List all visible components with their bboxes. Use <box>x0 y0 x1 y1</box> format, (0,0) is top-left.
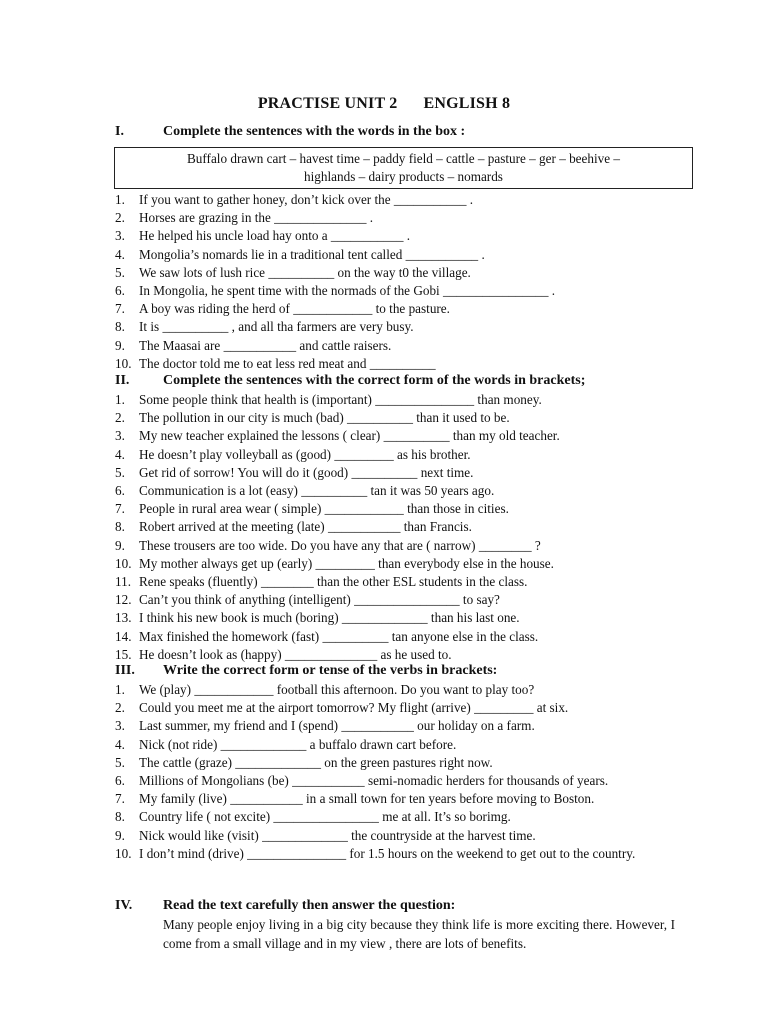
exercise-item <box>115 337 685 355</box>
item-number: 6. <box>115 283 125 299</box>
item-text: The Maasai are ___________ and cattle raisers. <box>139 337 392 353</box>
exercise-item <box>115 282 685 300</box>
item-number: 6. <box>115 483 125 499</box>
item-text: In Mongolia, he spent time with the normads of the Gobi ________________ . <box>139 283 556 299</box>
item-text: Horses are grazing in the ______________ . <box>139 210 374 226</box>
page-title <box>0 95 768 113</box>
exercise-item <box>115 227 685 245</box>
exercise-item <box>115 391 685 409</box>
item-text: Nick (not ride) _____________ a buffalo drawn cart before. <box>139 736 457 752</box>
exercise-item <box>115 518 685 536</box>
section-1-list <box>115 191 685 373</box>
exercise-item <box>115 573 685 591</box>
exercise-item <box>115 681 685 699</box>
item-text: A boy was riding the herd of ____________ to the pasture. <box>139 301 450 317</box>
exercise-item <box>115 482 685 500</box>
item-text: Robert arrived at the meeting (late) ___________ than Francis. <box>139 519 472 535</box>
item-number: 10. <box>115 845 132 861</box>
section-3-heading <box>115 663 497 679</box>
item-number: 5. <box>115 464 125 480</box>
item-text: I think his new book is much (boring) _____________ than his last one. <box>139 610 520 626</box>
section-4-number: IV. <box>115 898 133 913</box>
item-text: My family (live) ___________ in a small town for ten years before moving to Boston. <box>139 791 595 807</box>
item-number: 7. <box>115 501 125 517</box>
exercise-item <box>115 537 685 555</box>
item-number: 12. <box>115 592 132 608</box>
exercise-item <box>115 191 685 209</box>
exercise-item <box>115 409 685 427</box>
item-text: We saw lots of lush rice __________ on the way t0 the village. <box>139 264 471 280</box>
item-number: 6. <box>115 773 125 789</box>
item-text: The cattle (graze) _____________ on the green pastures right now. <box>139 754 493 770</box>
item-number: 9. <box>115 827 125 843</box>
item-text: Could you meet me at the airport tomorrow? My flight (arrive) _________ at six. <box>139 700 569 716</box>
item-text: My new teacher explained the lessons ( clear) __________ than my old teacher. <box>139 428 560 444</box>
item-number: 8. <box>115 319 125 335</box>
item-text: These trousers are too wide. Do you have any that are ( narrow) ________ ? <box>139 537 541 553</box>
item-number: 10. <box>115 555 132 571</box>
item-number: 1. <box>115 682 125 697</box>
section-2-list <box>115 391 685 664</box>
item-text: Can’t you think of anything (intelligent) ________________ to say? <box>139 592 500 608</box>
exercise-item <box>115 717 685 735</box>
item-text: Max finished the homework (fast) __________ tan anyone else in the class. <box>139 628 539 644</box>
item-number: 9. <box>115 537 125 553</box>
section-3-instruction: Write the correct form or tense of the verbs in brackets: <box>163 663 498 678</box>
section-1-number: I. <box>115 124 124 139</box>
item-number: 1. <box>115 392 125 407</box>
exercise-item <box>115 500 685 518</box>
item-text: Last summer, my friend and I (spend) ___________ our holiday on a farm. <box>139 718 535 734</box>
item-text: People in rural area wear ( simple) ____________ than those in cities. <box>139 501 509 517</box>
exercise-item <box>115 264 685 282</box>
item-text: He doesn’t look as (happy) ______________ as he used to. <box>139 646 452 662</box>
item-number: 3. <box>115 228 125 244</box>
item-number: 7. <box>115 301 125 317</box>
item-text: Rene speaks (fluently) ________ than the other ESL students in the class. <box>139 574 528 590</box>
section-2-instruction: Complete the sentences with the correct form of the words in brackets; <box>163 373 586 388</box>
item-number: 2. <box>115 700 125 716</box>
exercise-item <box>115 427 685 445</box>
exercise-item <box>115 754 685 772</box>
item-number: 15. <box>115 646 132 662</box>
item-number: 4. <box>115 246 125 262</box>
item-number: 3. <box>115 718 125 734</box>
item-text: If you want to gather honey, don’t kick over the ___________ . <box>139 192 474 207</box>
item-number: 5. <box>115 264 125 280</box>
word-box-line-1: Buffalo drawn cart – havest time – paddy field – cattle – pasture – ger – beehive – <box>187 151 620 166</box>
item-text: Millions of Mongolians (be) ___________ semi-nomadic herders for thousands of years. <box>139 773 609 789</box>
item-text: Some people think that health is (important) _______________ than money. <box>139 392 542 407</box>
item-text: I don’t mind (drive) _______________ for 1.5 hours on the weekend to get out to the country. <box>139 845 636 861</box>
reading-paragraph: Many people enjoy living in a big city because they think life is more exciting there. However, I come from a small village and in my view , there are lots of benefits. <box>163 917 675 951</box>
item-text: It is __________ , and all tha farmers are very busy. <box>139 319 414 335</box>
section-2-number: II. <box>115 373 130 388</box>
exercise-item <box>115 300 685 318</box>
item-text: He helped his uncle load hay onto a ___________ . <box>139 228 411 244</box>
item-text: We (play) ____________ football this afternoon. Do you want to play too? <box>139 682 535 697</box>
exercise-item <box>115 772 685 790</box>
exercise-item <box>115 628 685 646</box>
item-number: 5. <box>115 754 125 770</box>
word-box-line-2: highlands – dairy products – nomards <box>304 169 503 184</box>
exercise-item <box>115 355 685 373</box>
section-4-instruction: Read the text carefully then answer the question: <box>163 898 456 913</box>
exercise-item <box>115 246 685 264</box>
item-text: Nick would like (visit) _____________ the countryside at the harvest time. <box>139 827 536 843</box>
item-text: Get rid of sorrow! You will do it (good) __________ next time. <box>139 464 474 480</box>
item-number: 13. <box>115 610 132 626</box>
exercise-item <box>115 699 685 717</box>
exercise-item <box>115 845 685 863</box>
section-4-heading <box>115 898 455 914</box>
exercise-item <box>115 318 685 336</box>
exercise-item <box>115 555 685 573</box>
exercise-item <box>115 736 685 754</box>
item-text: Communication is a lot (easy) __________ tan it was 50 years ago. <box>139 483 495 499</box>
exercise-item <box>115 591 685 609</box>
item-number: 2. <box>115 210 125 226</box>
item-number: 2. <box>115 410 125 426</box>
item-text: He doesn’t play volleyball as (good) _________ as his brother. <box>139 446 471 462</box>
item-number: 4. <box>115 446 125 462</box>
item-number: 8. <box>115 519 125 535</box>
item-number: 7. <box>115 791 125 807</box>
item-number: 3. <box>115 428 125 444</box>
item-number: 11. <box>115 574 131 590</box>
title-unit: PRACTISE UNIT 2 <box>257 95 398 112</box>
exercise-item <box>115 646 685 664</box>
word-box <box>114 147 693 189</box>
exercise-item <box>115 808 685 826</box>
item-number: 10. <box>115 355 132 371</box>
exercise-item <box>115 790 685 808</box>
item-number: 4. <box>115 736 125 752</box>
item-text: The doctor told me to eat less red meat and __________ <box>139 355 436 371</box>
title-subject: ENGLISH 8 <box>423 95 511 112</box>
section-1-heading <box>115 124 465 140</box>
item-number: 14. <box>115 628 132 644</box>
exercise-item <box>115 446 685 464</box>
exercise-item <box>115 609 685 627</box>
section-1-instruction: Complete the sentences with the words in the box : <box>163 124 466 139</box>
section-3-number: III. <box>115 663 135 678</box>
item-text: The pollution in our city is much (bad) __________ than it used to be. <box>139 410 510 426</box>
exercise-item <box>115 827 685 845</box>
section-3-list <box>115 681 685 863</box>
exercise-item <box>115 209 685 227</box>
item-text: Mongolia’s nomards lie in a traditional tent called ___________ . <box>139 246 485 262</box>
section-2-heading <box>115 373 585 389</box>
item-number: 1. <box>115 192 125 207</box>
item-number: 8. <box>115 809 125 825</box>
item-number: 9. <box>115 337 125 353</box>
item-text: My mother always get up (early) _________ than everybody else in the house. <box>139 555 554 571</box>
exercise-item <box>115 464 685 482</box>
item-text: Country life ( not excite) ________________ me at all. It’s so borimg. <box>139 809 511 825</box>
